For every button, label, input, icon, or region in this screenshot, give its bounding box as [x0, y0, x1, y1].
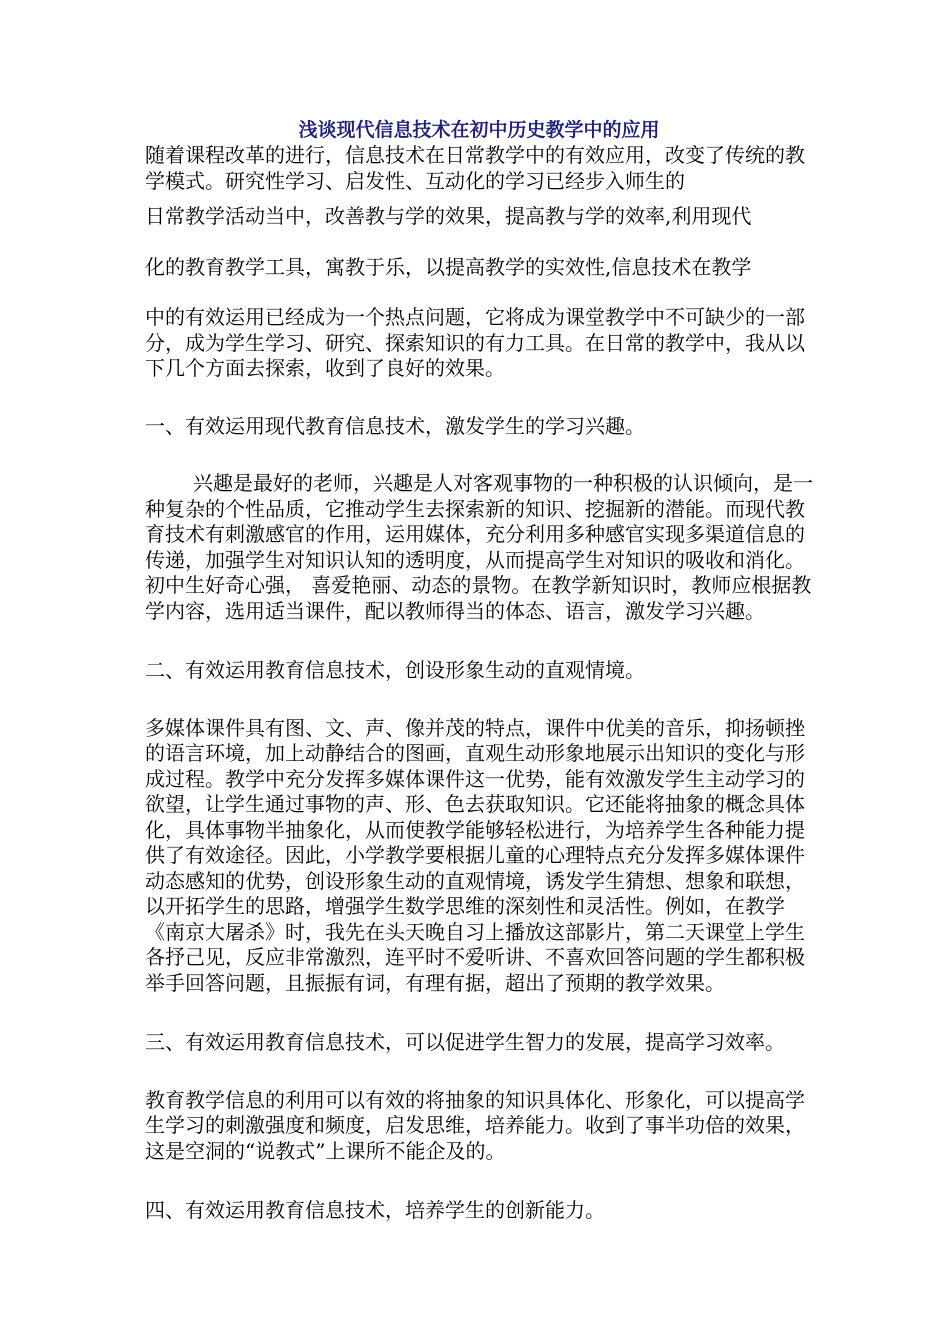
- document-title: 浅谈现代信息技术在初中历史教学中的应用: [298, 119, 660, 141]
- section-body-3: 教育教学信息的利用可以有效的将抽象的知识具体化、形象化，可以提高学生学习的刺激强度和频度，启发思维，培养能力。收到了事半功倍的效果，这是空洞的“说教式”上课所不能企及的。: [145, 1087, 805, 1163]
- intro-paragraph-2: 日常教学活动当中，改善教与学的效果，提高教与学的效率,利用现代: [145, 204, 752, 228]
- section-body-2: 多媒体课件具有图、文、声、像并茂的特点，课件中优美的音乐，抑扬顿挫的语言环境，加上动静结合的图画，直观生动形象地展示出知识的变化与形成过程。教学中充分发挥多媒体课件这一优势，能有效激发学生主动学习的欲望，让学生通过事物的声、形、色去获取知识。它还能将抽象的概念具体化，具体事物半抽象化，从而使教学能够轻松进行，为培养学生各种能力提供了有效途径。因此，小学教学要根据儿童的心理特点充分发挥多媒体课件动态感知的优势，创设形象生动的直观情境，诱发学生猜想、想象和联想，以开拓学生的思路，增强学生数学思维的深刻性和灵活性。例如，在教学《南京大屠杀》时，我先在头天晚自习上播放这部影片，第二天课堂上学生各抒己见，反应非常激烈，连平时不爱听讲、不喜欢回答问题的学生都积极举手回答问题，且振振有词，有理有据，超出了预期的教学效果。: [145, 715, 805, 995]
- intro-paragraph-4: 中的有效运用已经成为一个热点问题，它将成为课堂教学中不可缺少的一部分，成为学生学习、研究、探索知识的有力工具。在日常的教学中，我从以下几个方面去探索，收到了良好的效果。: [145, 305, 805, 380]
- intro-paragraph-3: 化的教育教学工具，寓教于乐，以提高教学的实效性,信息技术在教学: [145, 254, 752, 279]
- document-page: [145, 118, 813, 1256]
- section-heading-2: 二、有效运用教育信息技术，创设形象生动的直观情境。: [145, 658, 645, 682]
- intro-paragraph-1: 随着课程改革的进行，信息技术在日常教学中的有效应用，改变了传统的教学模式。研究性学习、启发性、互动化的学习已经步入师生的: [145, 143, 805, 193]
- section-heading-1: 一、有效运用现代教育信息技术，激发学生的学习兴趣。: [145, 413, 645, 438]
- section-heading-4: 四、有效运用教育信息技术，培养学生的创新能力。: [145, 1198, 605, 1222]
- section-body-1: 兴趣是最好的老师，兴趣是人对客观事物的一种积极的认识倾向，是一种复杂的个性品质，它推动学生去探索新的知识、挖掘新的潜能。而现代教育技术有刺激感官的作用，运用媒体，充分利用多种感官实现多渠道信息的传递，加强学生对知识认知的透明度，从而提高学生对知识的吸收和消化。初中生好奇心强， 喜爱艳丽、动态的景物。在教学新知识时，教师应根据教学内容，选用适当课件，配以教师得当的体态、语言，激发学习兴趣。: [145, 471, 813, 623]
- section-heading-3: 三、有效运用教育信息技术，可以促进学生智力的发展，提高学习效率。: [145, 1030, 785, 1054]
